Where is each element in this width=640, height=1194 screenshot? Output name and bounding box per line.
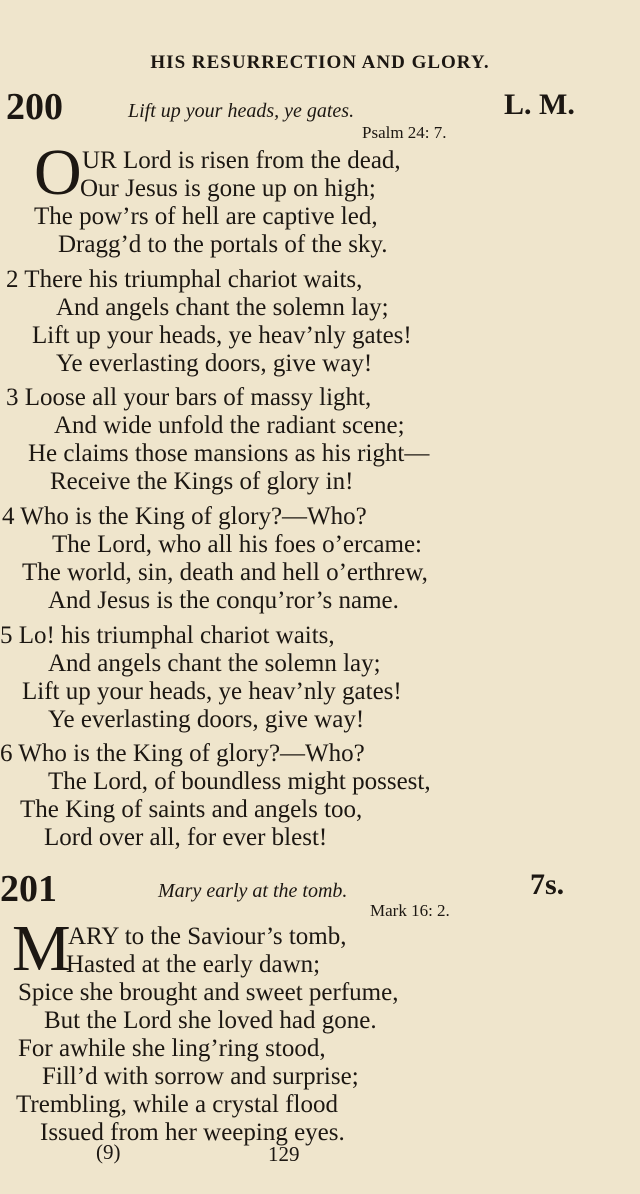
verse-line: And Jesus is the conqu’ror’s name. (48, 587, 399, 614)
verse-line: Trembling, while a crystal flood (16, 1091, 338, 1118)
page-number: 129 (268, 1142, 300, 1166)
verse-line: Lift up your heads, ye heav’nly gates! (22, 678, 402, 705)
verse-line: The Lord, who all his foes o’ercame: (52, 531, 423, 558)
verse-line: The King of saints and angels too, (20, 796, 363, 823)
verse-line: But the Lord she loved had gone. (44, 1007, 377, 1034)
verse-line: 5 Lo! his triumphal chariot waits, (0, 622, 335, 649)
verse-line: And angels chant the solemn lay; (56, 294, 389, 321)
verse-line: UR Lord is risen from the dead, (82, 147, 401, 174)
verse-line: He claims those mansions as his right— (28, 440, 430, 467)
verse-line: Fill’d with sorrow and surprise; (42, 1063, 359, 1090)
verse-line: ARY to the Saviour’s tomb, (68, 923, 347, 950)
verse-line: Spice she brought and sweet perfume, (18, 979, 399, 1006)
scripture-reference: Mark 16: 2. (370, 901, 450, 920)
verse-line: 4 Who is the King of glory?—Who? (2, 503, 367, 530)
drop-cap: M (12, 912, 71, 985)
verse-line: And angels chant the solemn lay; (48, 650, 381, 677)
drop-cap: O (34, 136, 82, 209)
verse-line: 3 Loose all your bars of massy light, (6, 384, 372, 411)
verse-line: Issued from her weeping eyes. (40, 1119, 345, 1146)
verse-line: The Lord, of boundless might possest, (48, 768, 431, 795)
verse-line: Our Jesus is gone up on high; (80, 175, 376, 202)
verse-line: The world, sin, death and hell o’erthrew, (22, 559, 428, 586)
verse-line: Lift up your heads, ye heav’nly gates! (32, 322, 412, 349)
verse-line: Receive the Kings of glory in! (50, 468, 354, 495)
hymn-number: 200 (6, 86, 63, 128)
verse-line: Hasted at the early dawn; (66, 951, 321, 978)
verse-line: Ye everlasting doors, give way! (56, 350, 373, 377)
scripture-reference: Psalm 24: 7. (362, 123, 447, 142)
verse-line: 2 There his triumphal chariot waits, (6, 266, 363, 293)
verse-line: For awhile she ling’ring stood, (18, 1035, 326, 1062)
verse-line: 6 Who is the King of glory?—Who? (0, 740, 365, 767)
hymn-title: Lift up your heads, ye gates. (128, 100, 355, 122)
hymn-number: 201 (0, 868, 57, 910)
running-head: HIS RESURRECTION AND GLORY. (150, 52, 490, 73)
hymn-title: Mary early at the tomb. (158, 880, 348, 902)
verse-line: And wide unfold the radiant scene; (54, 412, 405, 439)
hymn-meter: L. M. (504, 88, 575, 121)
signature-mark: (9) (96, 1140, 121, 1164)
verse-line: The pow’rs of hell are captive led, (34, 203, 378, 230)
verse-line: Ye everlasting doors, give way! (48, 706, 365, 733)
verse-line: Dragg’d to the portals of the sky. (58, 231, 388, 258)
verse-line: Lord over all, for ever blest! (44, 824, 328, 851)
hymn-meter: 7s. (530, 868, 565, 901)
